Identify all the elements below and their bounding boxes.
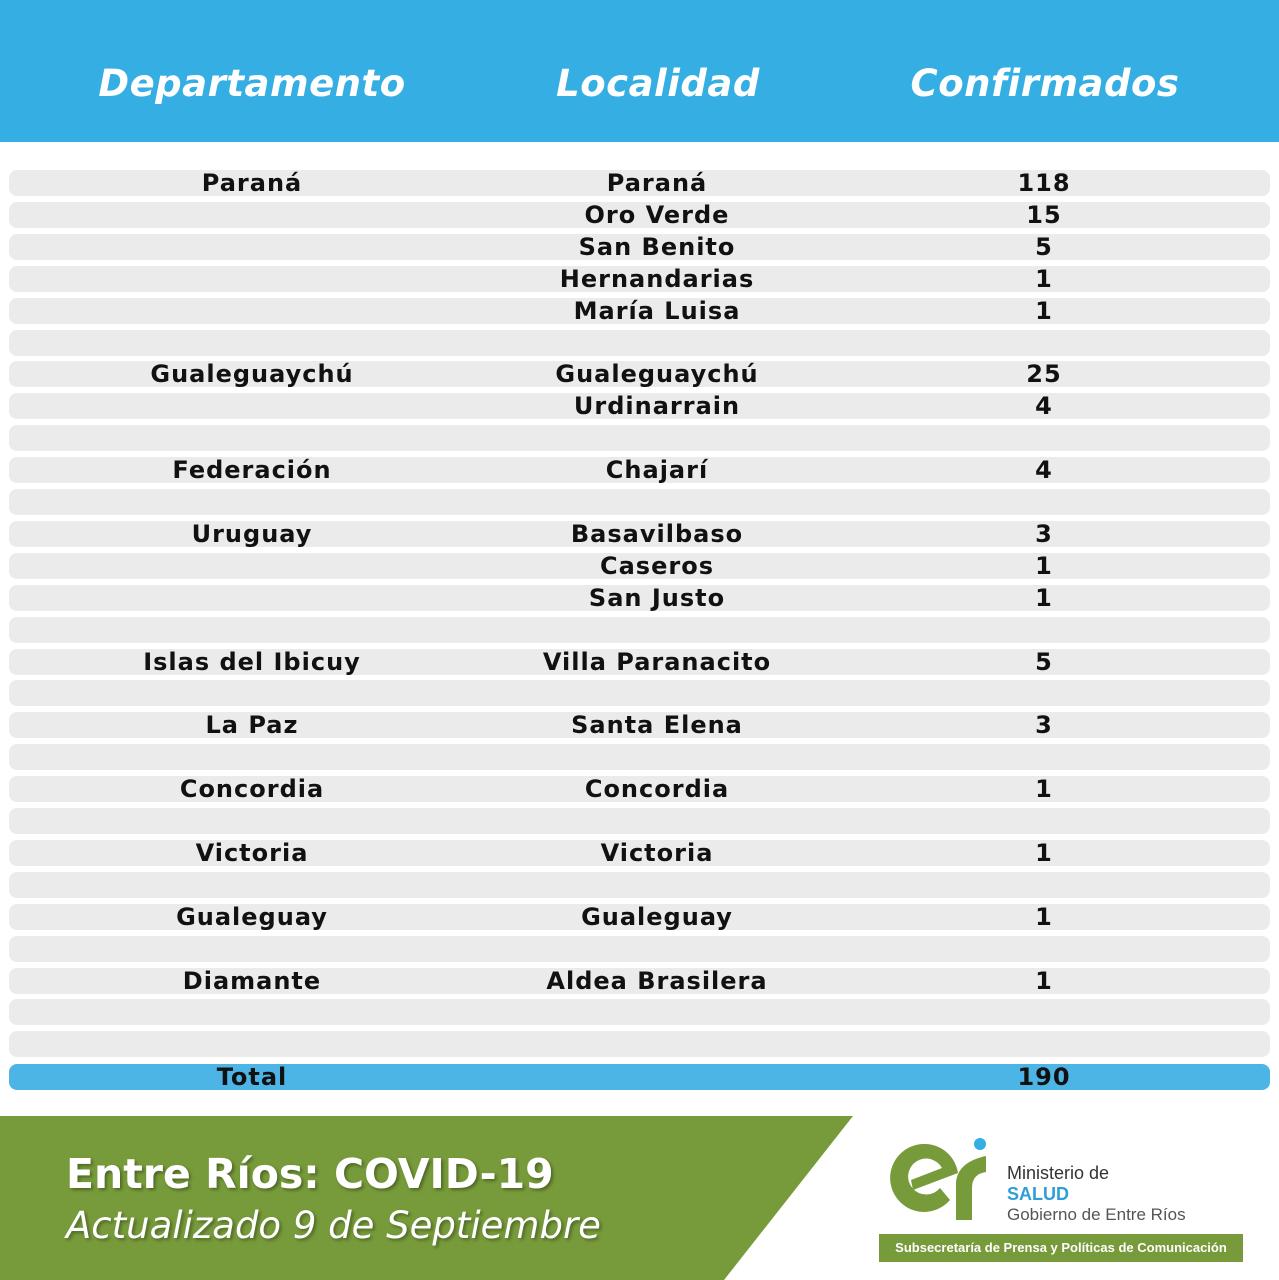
cell-localidad: Oro Verde xyxy=(584,201,730,229)
table-row xyxy=(9,649,1270,675)
cell-confirmados: 4 xyxy=(1035,392,1053,420)
cell-localidad xyxy=(457,997,857,1027)
cell-localidad xyxy=(457,742,857,772)
cell-confirmados xyxy=(844,487,1244,517)
table-row xyxy=(9,521,1270,547)
cell-departamento xyxy=(52,391,452,421)
cell-confirmados: 1 xyxy=(1035,265,1053,293)
table-row xyxy=(9,393,1270,419)
cell-localidad xyxy=(457,806,857,836)
footer xyxy=(0,1116,1279,1280)
cell-departamento xyxy=(52,615,452,645)
table-row xyxy=(9,968,1270,994)
table-row xyxy=(9,776,1270,802)
total-value: 190 xyxy=(1017,1063,1071,1091)
cell-localidad: María Luisa xyxy=(573,297,741,325)
total-label: Total xyxy=(216,1063,288,1091)
table-row xyxy=(9,330,1270,356)
cell-departamento xyxy=(52,997,452,1027)
cell-departamento: Islas del Ibicuy xyxy=(143,648,361,676)
table-row xyxy=(9,298,1270,324)
cell-departamento xyxy=(52,487,452,517)
cell-localidad: Paraná xyxy=(606,169,708,197)
table-row xyxy=(9,744,1270,770)
cell-departamento xyxy=(52,328,452,358)
cell-confirmados xyxy=(844,615,1244,645)
table-row xyxy=(9,999,1270,1025)
cell-localidad xyxy=(457,328,857,358)
table-header xyxy=(0,0,1279,142)
cell-localidad: Concordia xyxy=(584,775,730,803)
er-logo-icon xyxy=(876,1128,996,1228)
cell-departamento xyxy=(52,200,452,230)
cell-departamento: Uruguay xyxy=(191,520,313,548)
cell-localidad: Gualeguaychú xyxy=(555,360,759,388)
cell-departamento: Gualeguay xyxy=(176,903,328,931)
cell-localidad: Basavilbaso xyxy=(570,520,744,548)
cell-departamento xyxy=(52,423,452,453)
cell-confirmados xyxy=(844,328,1244,358)
ministry-line1: Ministerio de xyxy=(1007,1163,1110,1183)
cell-localidad xyxy=(457,615,857,645)
cell-localidad: San Justo xyxy=(588,584,726,612)
cell-confirmados: 1 xyxy=(1035,839,1053,867)
cell-localidad: Santa Elena xyxy=(571,711,743,739)
header-localidad: Localidad xyxy=(556,62,760,105)
cell-localidad: Victoria xyxy=(600,839,714,867)
cell-localidad: Aldea Brasilera xyxy=(546,967,768,995)
cell-departamento xyxy=(52,742,452,772)
cell-confirmados: 1 xyxy=(1035,775,1053,803)
table-row xyxy=(9,553,1270,579)
cell-confirmados: 1 xyxy=(1035,903,1053,931)
cell-localidad: San Benito xyxy=(578,233,736,261)
table-row xyxy=(9,585,1270,611)
total-row xyxy=(9,1064,1270,1090)
table-row xyxy=(9,712,1270,738)
header-departamento: Departamento xyxy=(98,62,406,105)
table-row xyxy=(9,457,1270,483)
cell-departamento: Victoria xyxy=(195,839,309,867)
cell-departamento xyxy=(52,583,452,613)
table-row xyxy=(9,202,1270,228)
cell-confirmados: 1 xyxy=(1035,584,1053,612)
cell-departamento xyxy=(52,232,452,262)
table-row xyxy=(9,680,1270,706)
cell-departamento xyxy=(52,806,452,836)
table-row xyxy=(9,425,1270,451)
cell-departamento xyxy=(52,296,452,326)
table-row xyxy=(9,489,1270,515)
cell-confirmados xyxy=(844,806,1244,836)
cell-departamento: Federación xyxy=(172,456,332,484)
cell-localidad: Chajarí xyxy=(605,456,709,484)
table-row xyxy=(9,808,1270,834)
table-row xyxy=(9,170,1270,196)
table-row xyxy=(9,872,1270,898)
cell-departamento xyxy=(52,870,452,900)
cell-confirmados: 5 xyxy=(1035,648,1053,676)
cell-localidad: Hernandarias xyxy=(559,265,755,293)
cell-confirmados: 15 xyxy=(1026,201,1062,229)
table-row xyxy=(9,234,1270,260)
cell-departamento: Gualeguaychú xyxy=(150,360,354,388)
cell-confirmados xyxy=(844,934,1244,964)
header-confirmados: Confirmados xyxy=(910,62,1180,105)
cell-confirmados xyxy=(844,423,1244,453)
ministry-line3: Gobierno de Entre Ríos xyxy=(1007,1205,1186,1224)
table-row xyxy=(9,361,1270,387)
cell-confirmados: 25 xyxy=(1026,360,1062,388)
ministry-line2: SALUD xyxy=(1007,1184,1069,1204)
cell-confirmados xyxy=(844,870,1244,900)
cell-departamento xyxy=(52,678,452,708)
cell-departamento: La Paz xyxy=(205,711,299,739)
cell-localidad xyxy=(457,1029,857,1059)
footer-subtitle: Actualizado 9 de Septiembre xyxy=(66,1204,601,1247)
table-row xyxy=(9,840,1270,866)
cell-departamento xyxy=(52,1029,452,1059)
cell-confirmados: 118 xyxy=(1017,169,1071,197)
ministry-name xyxy=(1007,1162,1186,1226)
cell-departamento xyxy=(52,264,452,294)
cell-confirmados xyxy=(844,1029,1244,1059)
cell-localidad xyxy=(457,870,857,900)
cell-confirmados: 1 xyxy=(1035,552,1053,580)
cell-confirmados: 1 xyxy=(1035,967,1053,995)
cell-confirmados xyxy=(844,678,1244,708)
cell-confirmados: 4 xyxy=(1035,456,1053,484)
cell-localidad xyxy=(457,487,857,517)
cell-departamento: Diamante xyxy=(182,967,322,995)
cell-departamento: Paraná xyxy=(201,169,303,197)
press-banner: Subsecretaría de Prensa y Políticas de Comunicación xyxy=(879,1234,1243,1262)
cell-confirmados: 3 xyxy=(1035,711,1053,739)
cell-localidad: Gualeguay xyxy=(581,903,733,931)
cell-confirmados xyxy=(844,997,1244,1027)
cell-localidad: Urdinarrain xyxy=(573,392,741,420)
cell-departamento xyxy=(52,551,452,581)
table-row xyxy=(9,1031,1270,1057)
cell-localidad xyxy=(457,678,857,708)
table-row xyxy=(9,904,1270,930)
table-row xyxy=(9,266,1270,292)
cell-localidad xyxy=(457,423,857,453)
cell-departamento xyxy=(52,934,452,964)
cell-confirmados: 5 xyxy=(1035,233,1053,261)
cell-localidad: Caseros xyxy=(600,552,714,580)
table-row xyxy=(9,936,1270,962)
cell-departamento: Concordia xyxy=(179,775,325,803)
cell-confirmados xyxy=(844,742,1244,772)
cell-confirmados: 1 xyxy=(1035,297,1053,325)
cell-confirmados: 3 xyxy=(1035,520,1053,548)
cell-localidad: Villa Paranacito xyxy=(542,648,772,676)
footer-title: Entre Ríos: COVID-19 xyxy=(66,1150,554,1198)
cell-localidad xyxy=(457,934,857,964)
table-row xyxy=(9,617,1270,643)
